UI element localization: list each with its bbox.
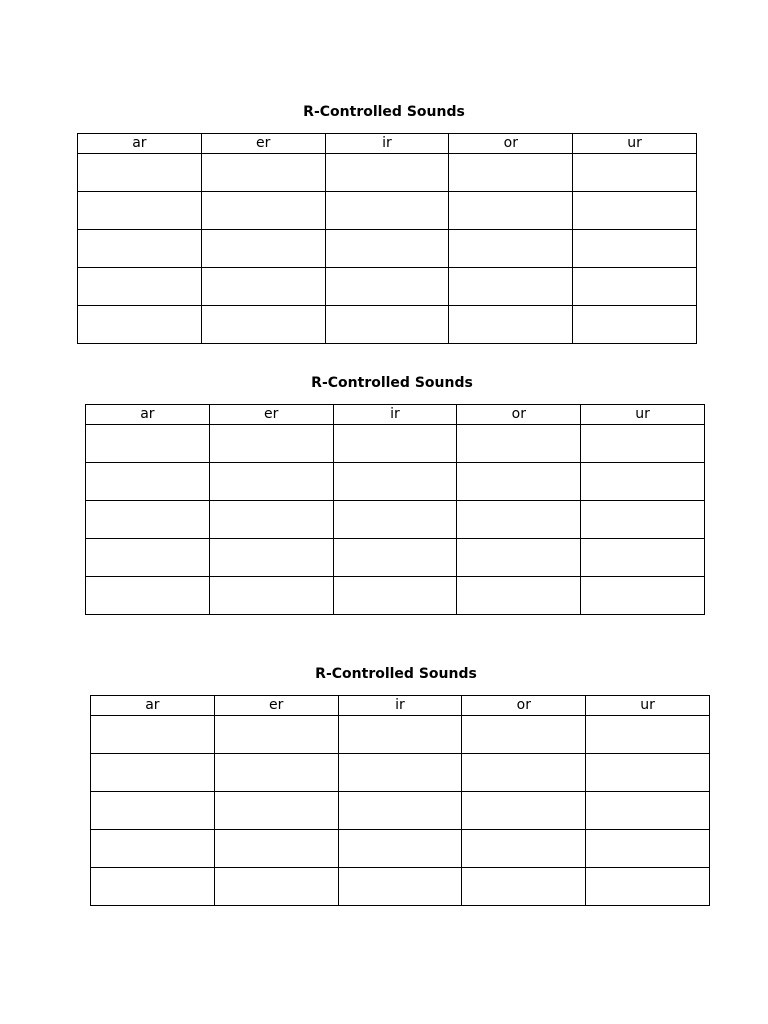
table-cell-ir [333, 425, 457, 463]
column-header-ur: ur [573, 134, 697, 154]
table-cell-or [457, 463, 581, 501]
table-cell-er [214, 792, 338, 830]
worksheet-title: R-Controlled Sounds [311, 375, 473, 391]
table-cell-ur [573, 268, 697, 306]
table-cell-er [201, 154, 325, 192]
table-cell-or [449, 192, 573, 230]
table-cell-or [462, 792, 586, 830]
table-cell-er [209, 577, 333, 615]
sound-table [77, 133, 697, 344]
table-cell-ir [333, 539, 457, 577]
table-cell-ar [91, 830, 215, 868]
table-cell-ar [86, 425, 210, 463]
table-row [78, 154, 697, 192]
table-cell-ir [333, 577, 457, 615]
column-header-ar: ar [78, 134, 202, 154]
table-cell-er [201, 192, 325, 230]
table-row [91, 830, 710, 868]
table-cell-ar [78, 230, 202, 268]
table-cell-er [214, 830, 338, 868]
table-cell-or [449, 268, 573, 306]
table-cell-or [462, 716, 586, 754]
column-header-ur: ur [586, 696, 710, 716]
table-row [78, 230, 697, 268]
table-cell-or [449, 154, 573, 192]
sound-table [85, 404, 705, 615]
column-header-er: er [201, 134, 325, 154]
table-cell-ir [338, 754, 462, 792]
table-cell-ir [333, 501, 457, 539]
table-cell-or [457, 425, 581, 463]
table-cell-ur [581, 539, 705, 577]
table-cell-ur [586, 754, 710, 792]
table-cell-or [462, 754, 586, 792]
table-header-row [86, 405, 705, 425]
column-header-ir: ir [338, 696, 462, 716]
column-header-or: or [457, 405, 581, 425]
table-row [86, 539, 705, 577]
column-header-or: or [449, 134, 573, 154]
column-header-ur: ur [581, 405, 705, 425]
table-cell-ur [586, 792, 710, 830]
table-row [86, 463, 705, 501]
table-cell-ur [573, 192, 697, 230]
table-cell-ir [325, 306, 449, 344]
table-cell-ar [78, 154, 202, 192]
table-cell-ar [86, 463, 210, 501]
table-row [78, 306, 697, 344]
table-row [86, 425, 705, 463]
table-body [91, 716, 710, 906]
table-row [91, 792, 710, 830]
table-cell-or [462, 868, 586, 906]
column-header-ir: ir [325, 134, 449, 154]
table-cell-ir [338, 830, 462, 868]
table-cell-ar [86, 501, 210, 539]
table-cell-ir [325, 268, 449, 306]
table-cell-ir [338, 792, 462, 830]
column-header-er: er [214, 696, 338, 716]
table-body [78, 154, 697, 344]
table-cell-er [214, 868, 338, 906]
table-cell-er [214, 716, 338, 754]
table-cell-or [457, 501, 581, 539]
column-header-ir: ir [333, 405, 457, 425]
table-cell-or [449, 306, 573, 344]
table-cell-ar [91, 868, 215, 906]
table-header-row [91, 696, 710, 716]
table-body [86, 425, 705, 615]
table-cell-ur [586, 830, 710, 868]
sound-table [90, 695, 710, 906]
table-row [78, 268, 697, 306]
table-cell-er [201, 230, 325, 268]
table-cell-ar [78, 268, 202, 306]
worksheet-title: R-Controlled Sounds [315, 666, 477, 682]
table-cell-ur [573, 306, 697, 344]
table-cell-ar [91, 792, 215, 830]
table-cell-ur [581, 501, 705, 539]
table-cell-or [449, 230, 573, 268]
table-cell-ar [91, 716, 215, 754]
table-cell-ur [581, 463, 705, 501]
table-cell-ur [573, 154, 697, 192]
table-cell-ur [586, 868, 710, 906]
table-cell-er [209, 425, 333, 463]
column-header-ar: ar [86, 405, 210, 425]
table-cell-ir [325, 192, 449, 230]
table-cell-ur [581, 425, 705, 463]
table-row [86, 577, 705, 615]
table-header-row [78, 134, 697, 154]
table-cell-ir [325, 230, 449, 268]
table-cell-or [457, 577, 581, 615]
table-row [86, 501, 705, 539]
table-cell-er [201, 306, 325, 344]
table-row [78, 192, 697, 230]
table-cell-er [201, 268, 325, 306]
column-header-or: or [462, 696, 586, 716]
table-cell-ir [338, 716, 462, 754]
worksheet-title: R-Controlled Sounds [303, 104, 465, 120]
table-cell-er [209, 539, 333, 577]
table-cell-ar [78, 306, 202, 344]
column-header-ar: ar [91, 696, 215, 716]
table-row [91, 868, 710, 906]
table-cell-ir [338, 868, 462, 906]
table-cell-ar [86, 577, 210, 615]
table-row [91, 754, 710, 792]
table-cell-er [209, 501, 333, 539]
table-cell-ar [86, 539, 210, 577]
table-cell-ar [78, 192, 202, 230]
table-cell-ur [586, 716, 710, 754]
table-cell-er [214, 754, 338, 792]
table-cell-er [209, 463, 333, 501]
table-cell-ur [581, 577, 705, 615]
table-cell-ar [91, 754, 215, 792]
table-cell-ir [333, 463, 457, 501]
table-row [91, 716, 710, 754]
table-cell-or [457, 539, 581, 577]
table-cell-or [462, 830, 586, 868]
table-cell-ur [573, 230, 697, 268]
column-header-er: er [209, 405, 333, 425]
table-cell-ir [325, 154, 449, 192]
